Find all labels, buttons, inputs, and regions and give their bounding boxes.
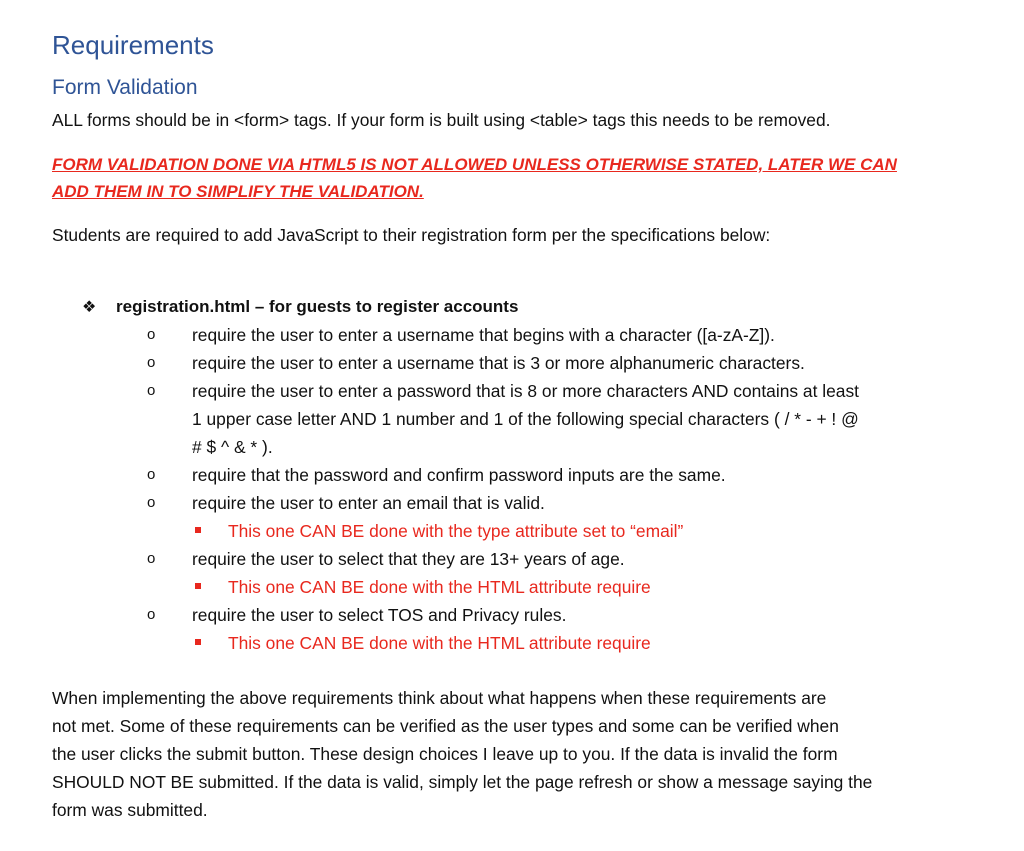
note-item [228,517,683,545]
requirement-item [147,461,726,489]
hollow-circle-bullet-icon: o [147,466,156,483]
note-item [228,573,651,601]
requirement-text: require the user to select TOS and Privacy rules. [192,605,567,625]
warning-line: FORM VALIDATION DONE VIA HTML5 IS NOT ALLOWED UNLESS OTHERWISE STATED, LATER WE CAN [52,155,897,174]
hollow-circle-bullet-icon: o [147,606,156,623]
requirement-text: require that the password and confirm password inputs are the same. [192,465,726,485]
requirement-item [147,545,625,573]
page-title: Requirements [52,30,214,60]
square-bullet-icon [195,583,201,589]
hollow-circle-bullet-icon: o [147,354,156,371]
main-list-item-label: registration.html – for guests to register accounts [116,297,519,316]
warning-paragraph [52,151,952,205]
square-bullet-icon [195,639,201,645]
closing-line: not met. Some of these requirements can be verified as the user types and some can be verified when [52,716,839,736]
note-text: This one CAN BE done with the HTML attribute require [228,633,651,653]
requirement-text: require the user to enter a username that is 3 or more alphanumeric characters. [192,353,805,373]
diamond-bullet-icon: ❖ [82,299,97,316]
note-item [228,629,651,657]
students-paragraph: Students are required to add JavaScript to their registration form per the specifications below: [52,225,771,245]
hollow-circle-bullet-icon: o [147,550,156,567]
requirement-item [147,601,567,629]
requirement-item [147,377,859,461]
requirement-item [147,321,775,349]
closing-line: form was submitted. [52,800,208,820]
requirement-text: require the user to enter a username that begins with a character ([a-zA-Z]). [192,325,775,345]
warning-line: ADD THEM IN TO SIMPLIFY THE VALIDATION. [52,182,424,201]
square-bullet-icon [195,527,201,533]
requirement-item [147,489,545,517]
closing-line: When implementing the above requirements think about what happens when these requirements are [52,688,827,708]
requirement-text: # $ ^ & * ). [192,437,273,457]
closing-line: the user clicks the submit button. These design choices I leave up to you. If the data is invalid the form [52,744,838,764]
intro-paragraph: ALL forms should be in <form> tags. If your form is built using <table> tags this needs to be removed. [52,110,831,130]
hollow-circle-bullet-icon: o [147,382,156,399]
requirement-text: 1 upper case letter AND 1 number and 1 of the following special characters ( / * - + ! @ [192,409,859,429]
note-text: This one CAN BE done with the type attribute set to “email” [228,521,684,541]
note-text: This one CAN BE done with the HTML attribute require [228,577,651,597]
hollow-circle-bullet-icon: o [147,494,156,511]
requirement-text: require the user to enter a password that is 8 or more characters AND contains at least [192,381,859,401]
closing-paragraph [52,684,962,824]
requirement-text: require the user to enter an email that is valid. [192,493,545,513]
requirement-item [147,349,805,377]
hollow-circle-bullet-icon: o [147,326,156,343]
requirement-text: require the user to select that they are 13+ years of age. [192,549,625,569]
closing-line: SHOULD NOT BE submitted. If the data is valid, simply let the page refresh or show a message saying the [52,772,873,792]
section-heading: Form Validation [52,76,198,99]
main-list-item [82,293,518,322]
